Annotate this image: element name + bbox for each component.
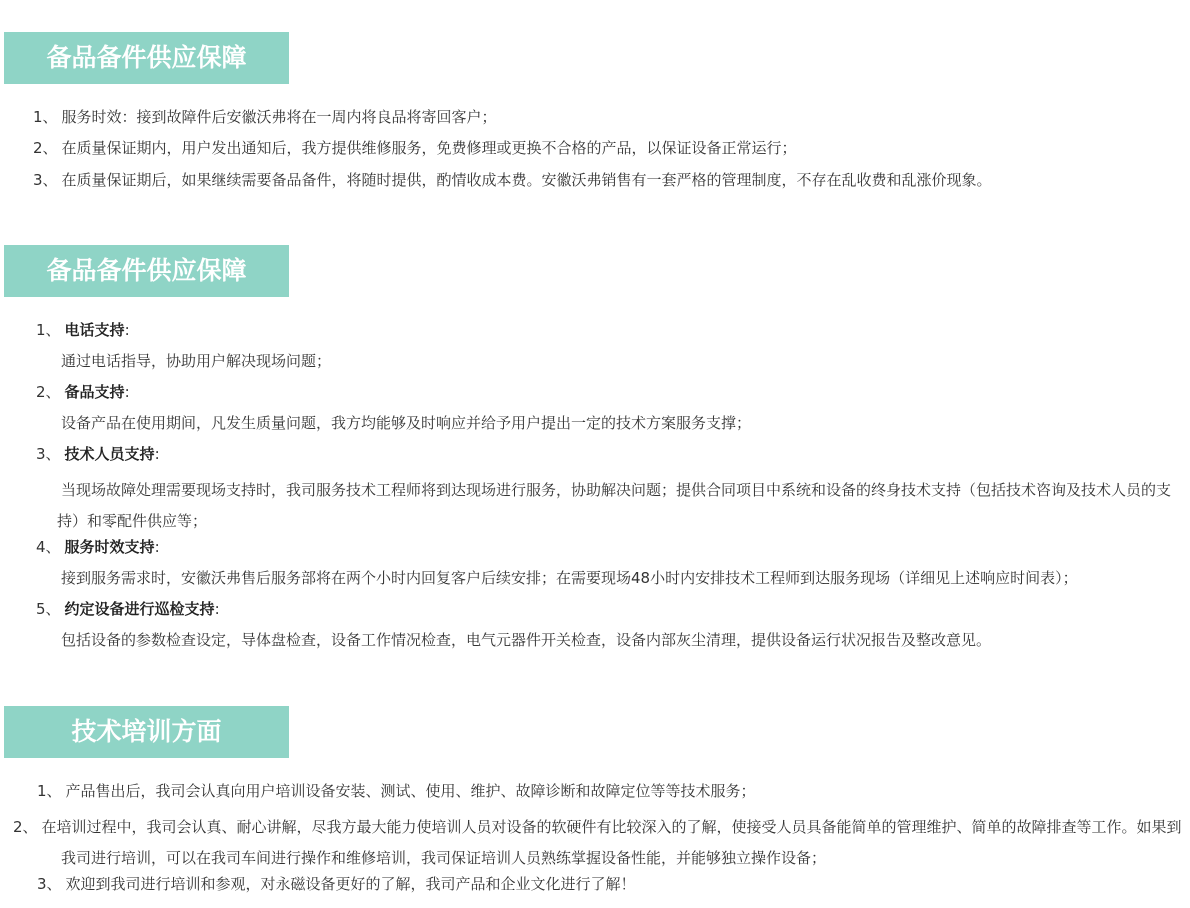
item-text: 在质量保证期内，用户发出通知后，我方提供维修服务，免费修理或更换不合格的产品，以保证设备正常运行；	[61, 139, 797, 157]
section-2-item-2-detail: 设备产品在使用期间，凡发生质量问题，我方均能够及时响应并给予用户提出一定的技术方案服务支撑；	[61, 414, 752, 432]
item-text: 产品售出后，我司会认真向用户培训设备安装、测试、使用、维护、故障诊断和故障定位等等技术服务；	[65, 782, 756, 800]
section-2-item-5-heading	[36, 599, 220, 619]
item-number: 1、	[37, 782, 62, 800]
item-text: 欢迎到我司进行培训和参观，对永磁设备更好的了解，我司产品和企业文化进行了解！	[65, 875, 636, 893]
section-2-item-4-heading	[36, 537, 160, 557]
section-2-item-5-detail: 包括设备的参数检查设定，导体盘检查，设备工作情况检查，电气元器件开关检查，设备内部灰尘清理，提供设备运行状况报告及整改意见。	[61, 631, 992, 649]
item-number: 3、	[36, 445, 61, 463]
item-number: 1、	[36, 321, 61, 339]
section-2-item-4-detail: 接到服务需求时，安徽沃弗售后服务部将在两个小时内回复客户后续安排；在需要现场48小时内安排技术工程师到达服务现场（详细见上述响应时间表）；	[61, 569, 1078, 587]
item-number: 3、	[33, 171, 58, 189]
item-heading: 技术人员支持	[64, 445, 155, 463]
section-1-item-3	[33, 170, 992, 190]
section-2-item-1-detail: 通过电话指导，协助用户解决现场问题；	[61, 352, 332, 370]
item-heading: 电话支持	[64, 321, 125, 339]
item-colon: :	[154, 445, 160, 463]
item-number: 5、	[36, 600, 61, 618]
section-3-item-3	[37, 874, 636, 894]
item-heading: 服务时效支持	[64, 538, 155, 556]
section-1-item-1	[33, 107, 497, 127]
section-2-item-3-detail: 当现场故障处理需要现场支持时，我司服务技术工程师将到达现场进行服务，协助解决问题；提供合同项目中系统和设备的终身技术支持（包括技术咨询及技术人员的支持）和零配件供应等；	[57, 481, 1172, 530]
item-number: 3、	[37, 875, 62, 893]
item-text: 在培训过程中，我司会认真、耐心讲解，尽我方最大能力使培训人员对设备的软硬件有比较深入的了解，使接受人员具备能简单的管理维护、简单的故障排查等工作。如果到我司进行培训，可以在我司车间进行操作和维修培训，我司保证培训人员熟练掌握设备性能，并能够独立操作设备；	[41, 818, 1182, 867]
item-number: 2、	[33, 139, 58, 157]
item-colon: :	[124, 321, 130, 339]
item-colon: :	[124, 383, 130, 401]
item-number: 4、	[36, 538, 61, 556]
section-2-item-3-heading	[36, 444, 160, 464]
item-number: 1、	[33, 108, 58, 126]
section-1-item-2	[33, 138, 797, 158]
item-colon: :	[154, 538, 160, 556]
item-colon: :	[214, 600, 220, 618]
item-heading: 备品支持	[64, 383, 125, 401]
section-1-title: 备品备件供应保障	[4, 32, 289, 84]
section-2-item-1-heading	[36, 320, 130, 340]
item-heading: 约定设备进行巡检支持	[64, 600, 215, 618]
section-3-title: 技术培训方面	[4, 706, 289, 758]
item-text: 在质量保证期后，如果继续需要备品备件，将随时提供，酌情收成本费。安徽沃弗销售有一套严格的管理制度，不存在乱收费和乱涨价现象。	[61, 171, 992, 189]
item-number: 2、	[36, 383, 61, 401]
section-3-item-1	[37, 781, 756, 801]
section-2-title: 备品备件供应保障	[4, 245, 289, 297]
section-3-item-2	[13, 812, 1185, 874]
item-number: 2、	[13, 818, 38, 836]
section-2-item-2-heading	[36, 382, 130, 402]
item-text: 服务时效：接到故障件后安徽沃弗将在一周内将良品将寄回客户；	[61, 108, 497, 126]
